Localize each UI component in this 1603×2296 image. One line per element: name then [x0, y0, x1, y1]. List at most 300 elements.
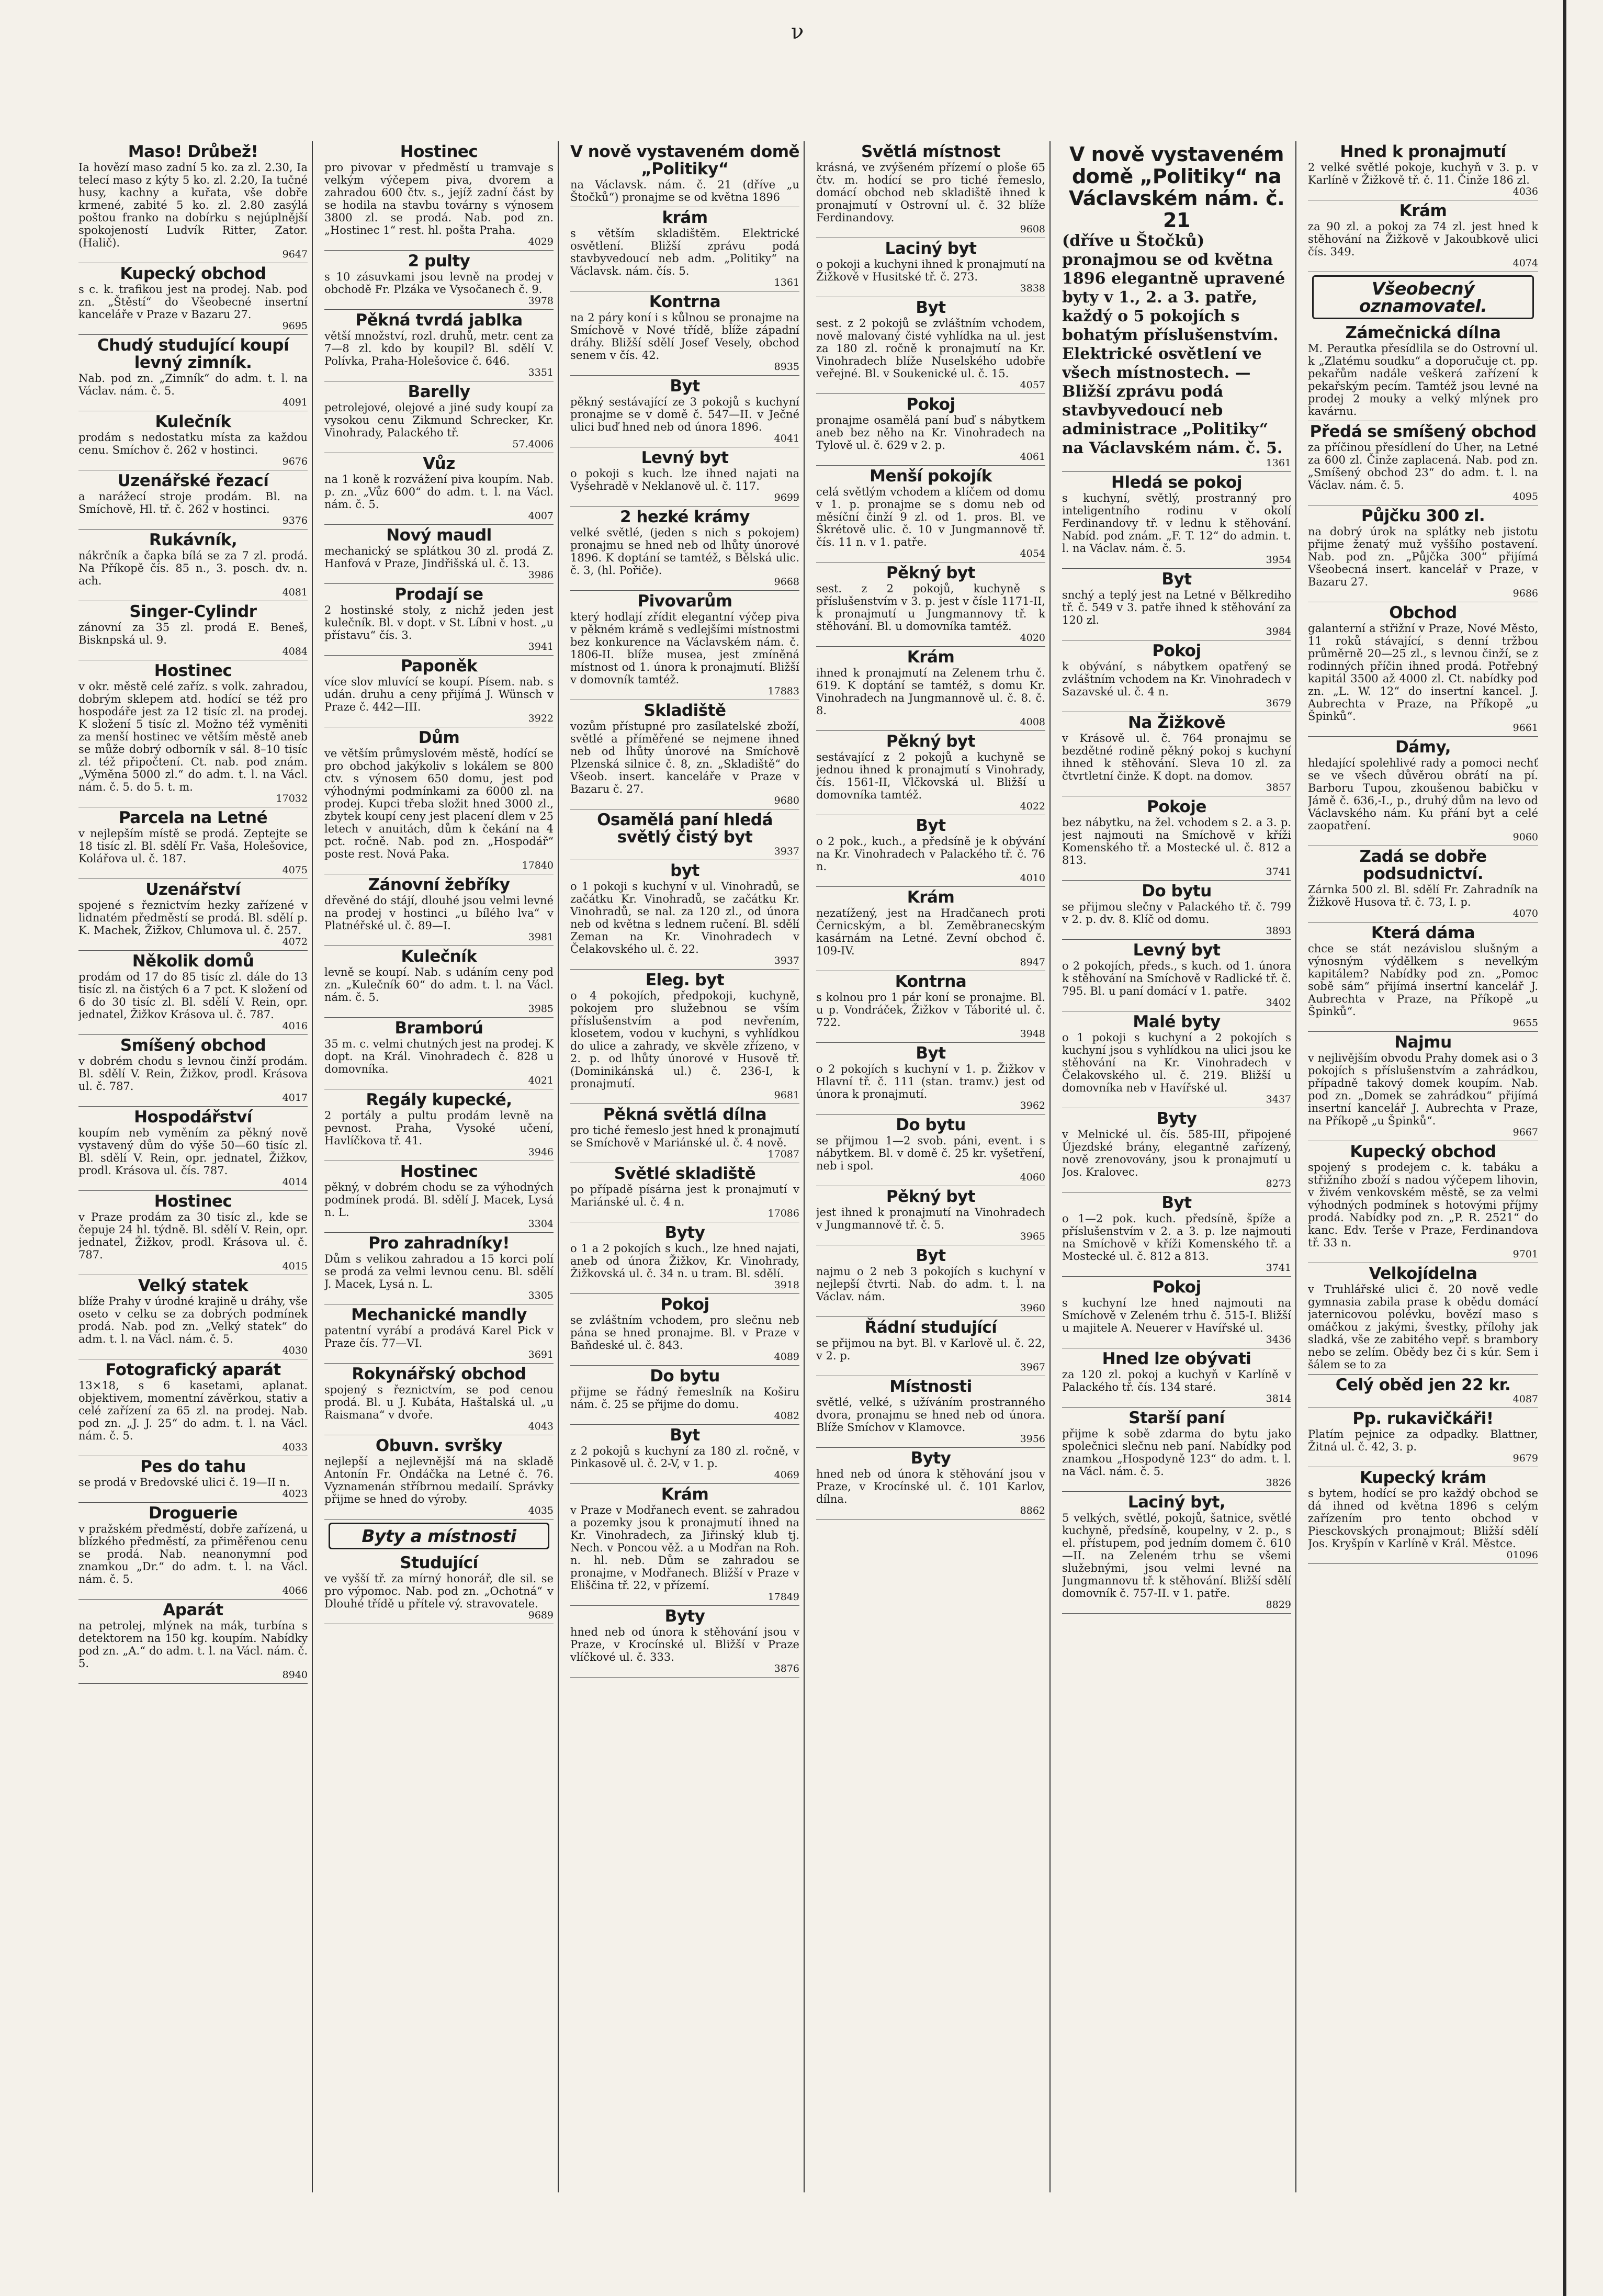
- ad-heading: Světlé skladiště: [614, 1164, 756, 1183]
- ad-heading: Chudý studující koupí levný zimník.: [97, 336, 289, 372]
- ad-heading: Studující: [400, 1554, 478, 1572]
- ad-text: hned neb od února k stěhování jsou v Praze, v Krocínské ul. Bližší v Praze vlíčkové ul. č. 333.: [570, 1626, 799, 1663]
- ad-text: o 1 a 2 pokojích s kuch., lze hned najati, aneb od února Žižkov, Kr. Vinohrady, Žižkovská ul. č. 34 n. u tram. Bl. sdělí.: [570, 1242, 799, 1280]
- ad-heading: Několik domů: [132, 952, 254, 971]
- ad-number: 4043: [528, 1421, 554, 1432]
- classified-ad: [570, 141, 799, 207]
- ad-text: se prodá v Bredovské ulici č. 19—II n.: [78, 1476, 290, 1489]
- classified-ad: [324, 381, 554, 453]
- ad-text: snchý a teplý jest na Letné v Bělkrediho tř. č. 549 v 3. patře ihned k stěhování za 120 zl.: [1062, 589, 1291, 626]
- ad-heading: Pivovarům: [637, 592, 732, 611]
- classified-ad: [816, 1115, 1045, 1186]
- ad-number: 4069: [774, 1469, 799, 1481]
- classified-ad: [1308, 1141, 1538, 1263]
- classified-ad: [1312, 275, 1534, 319]
- ad-number: 8935: [774, 361, 799, 373]
- ad-heading: Která dáma: [1371, 924, 1475, 942]
- ad-heading: Barelly: [408, 382, 470, 401]
- classified-ad: [1308, 1375, 1538, 1408]
- ad-heading: krám: [662, 208, 708, 227]
- classified-ad: [816, 141, 1045, 238]
- ad-number: 3741: [1266, 1262, 1291, 1274]
- ad-text: nákrčník a čapka bílá se za 7 zl. prodá. Na Příkopě čís. 85 n., 3. posch. dv. n. ach.: [78, 549, 308, 587]
- ad-number: 4014: [282, 1176, 308, 1188]
- classified-ad: [570, 291, 799, 376]
- ad-heading: Malé byty: [1133, 1012, 1221, 1031]
- ad-text: Nab. pod zn. „Zimník“ do adm. t. l. na Václav. nám. č. 5.: [78, 372, 308, 397]
- ad-heading: Pes do tahu: [140, 1457, 246, 1476]
- ad-text: pronajme osamělá paní buď s nábytkem aneb bez něho na Kr. Vinohradech na Tylově ul. č. 629 v 2. p.: [816, 414, 1045, 452]
- ad-heading: Velkojídelna: [1369, 1264, 1477, 1283]
- classified-ad: [1062, 1108, 1291, 1192]
- ad-heading: Pěkný byt: [886, 1187, 976, 1206]
- ad-heading: Skladiště: [644, 701, 726, 720]
- classified-ad: [78, 1275, 308, 1359]
- ad-heading: Pěkná tvrdá jablka: [355, 311, 523, 330]
- ad-number: 4029: [528, 236, 554, 247]
- classified-ad: [570, 1222, 799, 1294]
- ad-heading: Všeobecný oznamovatel.: [1359, 278, 1487, 316]
- classified-ad: [1308, 322, 1538, 421]
- classified-ad: [78, 530, 308, 601]
- ad-text: na 2 páry koní i s kůlnou se pronajme na Smíchově v Nové třídě, blíže západní dráhy. Bližší sdělí Josef Vesely, obchod senem v čís. 42.: [570, 311, 799, 362]
- classified-ad: [570, 809, 799, 860]
- classified-ad: [570, 207, 799, 291]
- ad-heading: Celý oběd jen 22 kr.: [1335, 1376, 1511, 1394]
- top-mark: ν: [791, 20, 804, 44]
- ad-number: 3857: [1266, 782, 1291, 793]
- ad-text: k obývání, s nábytkem opatřený se zvláštním vchodem na Kr. Vinohradech v Sazavské ul. č. 4 n.: [1062, 660, 1291, 698]
- ad-number: 4061: [1020, 451, 1045, 463]
- ad-heading: V nově vystaveném domě „Politiky“: [570, 142, 800, 178]
- ad-heading: Vůz: [423, 454, 455, 473]
- ad-heading: Najmu: [1394, 1033, 1452, 1052]
- ad-text: v Melnické ul. čís. 585-III, připojené Újezdské brány, elegantně zařízený, nově zrenovovány, jsou k pronajmutí u Jos. Kralovec.: [1062, 1128, 1291, 1178]
- ad-text: spojené s řeznictvím hezky zařízené v lidnatém předměstí se prodá. Bl. sdělí p. K. Machek, Žižkov, Chlumova ul. č. 257.: [78, 899, 308, 937]
- classified-ad: [324, 525, 554, 584]
- ad-text: na dobrý úrok na splátky neb jistotu přijme ženatý muž vyššího postavení. Nab. pod zn. „Půjčka 300“ přijímá Všeobecná insert. kancelář v Praze, v Bazaru 27.: [1308, 525, 1538, 588]
- ad-text: zánovní za 35 zl. prodá E. Beneš, Bisknpská ul. 9.: [78, 621, 308, 646]
- ad-heading: Byt: [1161, 1194, 1192, 1212]
- ad-text: Dům s velikou zahradou a 15 korci polí se prodá za velmi levnou cenu. Bl. sdělí J. Macek, Lysá n. L.: [324, 1253, 554, 1290]
- ad-text: 35 m. c. velmi chutných jest na prodej. K dopt. na Král. Vinohradech č. 828 u domovníka.: [324, 1038, 554, 1075]
- classified-ad: [1062, 881, 1291, 940]
- ad-number: 8829: [1266, 1599, 1291, 1611]
- classified-ad: [816, 562, 1045, 647]
- classified-ad: [78, 411, 308, 470]
- ad-heading: Na Žižkově: [1127, 713, 1226, 732]
- ad-heading: Kulečník: [401, 947, 477, 966]
- ad-text: s kuchyní, světlý, prostranný pro inteligentního rodinu v okolí Ferdinandovy tř. v lednu k stěhování. Nabíd. pod znám. „F. T. 12“ do admin. t. l. na Václav. nám. č. 5.: [1062, 492, 1291, 555]
- classified-ad: [1062, 1011, 1291, 1108]
- ad-heading: Droguerie: [148, 1504, 238, 1523]
- ad-text: Ia hovězí maso zadní 5 ko. za zl. 2.30, Ia telecí maso z kýty 5 ko. zl. 2.20, Ia tučné husy, kachny a kuřata, vše dobře krmené, zabité 5 ko. zl. 2.80 zasýlá poštou franko na dobírku s nejúplnější spokojeností Ludvík Ritter, Zator. (Halič).: [78, 161, 308, 249]
- ad-heading: Do bytu: [1142, 882, 1212, 901]
- ad-number: 3814: [1266, 1393, 1291, 1404]
- ad-text: pěkný, v dobrém chodu se za výhodných podmínek prodá. Bl. sdělí J. Macek, Lysá n. L.: [324, 1181, 554, 1219]
- classified-ad: [570, 447, 799, 507]
- classified-ad: [1062, 1492, 1291, 1614]
- ad-heading: Zámečnická dílna: [1345, 323, 1501, 342]
- ad-number: 3948: [1020, 1028, 1045, 1040]
- ad-heading: Byt: [916, 298, 946, 317]
- ad-text: ve větším průmyslovém městě, hodící se pro obchod jakýkoliv s lokálem se 800 ctv. s výnosem 650 domu, jest pod výhodnými podmínkami za 6000 zl. na prodej. Kupci třeba složit hned 3000 zl., zbytek koupí ceny jest placení dlem v 25 letech v anuitách, dům k čekání na 4 pct. ročně. Nab. pod zn. „Hospodář“ poste rest. Nová Paka.: [324, 747, 554, 860]
- classified-ad: [570, 1425, 799, 1484]
- classified-ad: [816, 238, 1045, 297]
- ad-heading: Byty: [664, 1607, 705, 1626]
- ad-heading: Rokynářský obchod: [352, 1365, 526, 1383]
- classified-ad: [1308, 846, 1538, 922]
- ad-text: o pokoji s kuch. lze ihned najati na Vyšehradě v Neklanově ul. č. 117.: [570, 467, 799, 492]
- classified-ad: [816, 1317, 1045, 1376]
- ad-text: po případě písárna jest k pronajmutí v Mariánské ul. č. 4 n.: [570, 1183, 799, 1208]
- ad-number: 3937: [774, 846, 799, 857]
- ad-number: 3965: [1020, 1231, 1045, 1242]
- classified-ad: [570, 507, 799, 591]
- ad-heading: Půjčku 300 zl.: [1361, 507, 1485, 525]
- ad-heading: Byt: [916, 1246, 946, 1265]
- ad-text: na petrolej, mlýnek na mák, turbína s detektorem na 150 kg. koupím. Nabídky pod zn. „A.“ do adm. t. l. na Václ. nám. č. 5.: [78, 1619, 308, 1670]
- ad-heading: 2 hezké krámy: [620, 508, 750, 526]
- ad-text: ve vyšší tř. za mírný honorář, dle sil. se pro výpomoc. Nab. pod zn. „Ochotná“ v Dlouhé třídě u přítele vý. stravovatele.: [324, 1572, 554, 1610]
- ad-number: 4075: [282, 864, 308, 876]
- ad-number: 9661: [1512, 722, 1538, 734]
- classified-ad: [1062, 1192, 1291, 1277]
- ad-number: 17087: [767, 1149, 799, 1160]
- ad-heading: Kontrna: [649, 292, 721, 311]
- ad-text: přijme k sobě zdarma do bytu jako společnici slečnu neb paní. Nabídky pod znamkou „Hospodyně 123“ do adm. t. l. na Václ. nám. č. 5.: [1062, 1427, 1291, 1478]
- ad-heading: Do bytu: [896, 1116, 966, 1134]
- ad-number: 4041: [774, 433, 799, 444]
- ad-text: s kolnou pro 1 pár koní se pronajme. Bl. u p. Vondráček, Žižkov v Táborité ul. č. 722.: [816, 991, 1045, 1029]
- classified-ad: [78, 1035, 308, 1107]
- classified-ad: [78, 807, 308, 879]
- ad-heading: V nově vystaveném domě „Politiky“ na Václavském nám. č. 21: [1068, 143, 1285, 232]
- ad-number: 3937: [774, 955, 799, 966]
- ad-text: pro pivovar v předměstí u tramvaje s velkým výčepem piva, dvorem a zahradou 600 čtv. s., jejíž zadní část by se hodila na stavbu továrny s výnosem 3800 zl. se prodá. Nab. pod zn. „Hostinec 1“ rest. hl. pošta Praha.: [324, 161, 554, 237]
- ad-heading: Osamělá paní hledá světlý čistý byt: [597, 811, 773, 847]
- classified-ad: [570, 591, 799, 700]
- ad-text: ihned k pronajmutí na Zelenem trhu č. 619. K doptání se tamtéž, s domu Kr. Vinohradech na Jungmannově ul. č. 8. č. 8.: [816, 667, 1045, 717]
- ad-number: 4008: [1020, 716, 1045, 728]
- ad-text: nezatížený, jest na Hradčanech proti Černicským, a bl. Zeměbranecským kasárnám na Letné. Zevní obchod č. 109-IV.: [816, 907, 1045, 957]
- ad-heading: Byty: [664, 1223, 705, 1242]
- ad-text: Platím pejnice za odpadky. Blattner, Žitná ul. č. 42, 3. p.: [1308, 1428, 1538, 1453]
- ad-text: 2 hostinské stoly, z nichž jeden jest kulečník. Bl. v dopt. v St. Líbni v host. „u přístavu“ čís. 3.: [324, 604, 554, 641]
- ad-number: 9681: [774, 1089, 799, 1101]
- ad-text: sest. z 2 pokojů se zvláštním vchodem, nově malovaný čisté vyhlídka na ul. jest za 180 zl. ročně k pronajmutí na Kr. Vinohradech blíže Nuselského udobře veřejné. Bl. v Soukenické ul. č. 15.: [816, 317, 1045, 380]
- ad-number: 57.4006: [512, 438, 554, 450]
- ad-number: 4023: [282, 1488, 308, 1500]
- classified-ad: [816, 1245, 1045, 1317]
- ad-heading: 2 pulty: [408, 252, 470, 271]
- ad-text: o 4 pokojích, předpokoji, kuchyně, pokojem pro služebnou se vším příslušenstvím a pod nevřením, klosetem, vodou v kuchyni, s vyhlídkou do ulice a zahrady, ve skvěle zřízeno, v 2. p. od lhůty únorové v Husově tř. (Dominikánská ul.) č. 236-I, k pronajmutí.: [570, 989, 799, 1090]
- ad-number: 3918: [774, 1279, 799, 1291]
- classified-ad: [816, 466, 1045, 562]
- ad-number: 9699: [774, 492, 799, 503]
- ad-number: 9689: [528, 1610, 554, 1621]
- ad-heading: Krám: [907, 888, 955, 907]
- ad-heading: Hospodářství: [134, 1108, 252, 1127]
- ad-heading: Smíšený obchod: [120, 1036, 266, 1055]
- classified-ad: [78, 1503, 308, 1600]
- ad-heading: Dům: [418, 728, 460, 747]
- ad-heading: Místnosti: [889, 1377, 972, 1396]
- ad-number: 4060: [1020, 1172, 1045, 1183]
- ad-number: 3679: [1266, 697, 1291, 709]
- ad-number: 4095: [1512, 491, 1538, 502]
- classified-ad: [1308, 1263, 1538, 1375]
- ad-text: sest. z 2 pokojů, kuchyně s příslušenstvím v 3. p. jest v čísle 1171-II, k pronajmutí u Jungmannovy tř. k stěhování. Bl. u domovníka tamtéž.: [816, 582, 1045, 633]
- ad-heading: Obchod: [1389, 603, 1457, 622]
- ad-heading: Menší pokojík: [870, 467, 992, 486]
- classified-ad: [324, 1161, 554, 1233]
- ad-number: 9647: [282, 249, 308, 260]
- ad-number: 4016: [282, 1020, 308, 1032]
- ad-number: 8273: [1266, 1178, 1291, 1189]
- ad-number: 4074: [1512, 257, 1538, 269]
- ad-number: 9679: [1512, 1453, 1538, 1464]
- ad-heading: Velký statek: [138, 1276, 249, 1295]
- ad-heading: Dámy,: [1395, 738, 1451, 757]
- ad-heading: Aparát: [163, 1601, 223, 1619]
- ad-number: 4089: [774, 1351, 799, 1363]
- ad-text: v Praze prodám za 30 tisíc zl., kde se čepuje 24 hl. týdně. Bl. sdělí V. Rein, opr. jednatel, Žižkov, prodl. Krásova ul. č. 787.: [78, 1211, 308, 1261]
- ad-number: 9680: [774, 795, 799, 806]
- ad-number: 9701: [1512, 1248, 1538, 1260]
- ad-number: 9695: [282, 320, 308, 332]
- classified-ad: [1308, 141, 1538, 200]
- ad-text: blíže Prahy v úrodné krajině u dráhy, vše oseto v celku se za dobrých podmínek prodá. Nab. pod zn. „Velký statek“ do adm. t. l. na Václ. nám. č. 5.: [78, 1295, 308, 1345]
- classified-ad: [816, 1448, 1045, 1520]
- classified-ad: [816, 1376, 1045, 1448]
- classified-ad: [78, 1107, 308, 1191]
- ad-number: 3941: [528, 641, 554, 652]
- ad-text: vozům přístupné pro zasílatelské zboží, světlé a příměřené se nejmene ihned neb od lhůty únorové na Smíchově Plzenská silnice č. 8, zn. „Skladiště“ do Všeob. insert. kanceláře v Praze v Bazaru č. 27.: [570, 720, 799, 795]
- ad-number: 4066: [282, 1585, 308, 1596]
- ad-number: 9376: [282, 515, 308, 526]
- ad-number: 4036: [1512, 186, 1538, 197]
- ad-text: o 2 pok., kuch., a předsíně je k obývání na Kr. Vinohradech v Palackého tř. č. 76 n.: [816, 835, 1045, 873]
- classified-ad: [816, 971, 1045, 1043]
- ad-number: 3956: [1020, 1433, 1045, 1445]
- classified-ad: [1308, 505, 1538, 602]
- classified-ad: [324, 1233, 554, 1304]
- ad-heading: Eleg. byt: [645, 971, 725, 989]
- ad-number: 9667: [1512, 1127, 1538, 1138]
- classified-ad: [324, 1435, 554, 1520]
- ad-heading: Obuvn. svršky: [375, 1436, 503, 1455]
- ad-heading: Krám: [1399, 201, 1447, 220]
- classified-ad: [570, 970, 799, 1104]
- classified-ad: [1308, 421, 1538, 505]
- classified-ad: [324, 1364, 554, 1435]
- ad-number: 3876: [774, 1663, 799, 1674]
- ad-heading: Byty a místnosti: [362, 1526, 516, 1546]
- ad-text: spojený s řeznictvím, se pod cenou prodá. Bl. u J. Kubáta, Haštalská ul. „u Raismana“ v dvoře.: [324, 1383, 554, 1421]
- classified-ad: [324, 453, 554, 525]
- ad-heading: Prodají se: [394, 585, 483, 604]
- ad-number: 9668: [774, 576, 799, 588]
- ad-heading: Hned k pronajmutí: [1340, 142, 1506, 161]
- ad-heading: Kupecký obchod: [120, 264, 266, 283]
- ad-text: Zárnka 500 zl. Bl. sdělí Fr. Zahradník na Žižkově Husova tř. č. 73, I. p.: [1308, 883, 1538, 908]
- ad-text: na 1 koně k rozvážení piva koupím. Nab. p. zn. „Vůz 600“ do adm. t. l. na Václ. nám. č. 5.: [324, 473, 554, 511]
- ad-text: za 120 zl. pokoj a kuchyň v Karlíně v Palackého tř. čís. 134 staré.: [1062, 1368, 1291, 1393]
- ad-text: s kuchyní lze hned najmouti na Smíchově v Zeleném trhu č. 515-I. Bližší u majitele A. Neuerer v Havířské ul.: [1062, 1297, 1291, 1334]
- right-edge-rule: [1563, 0, 1566, 2296]
- ad-heading: Pokoj: [906, 395, 955, 414]
- ad-number: 8947: [1020, 956, 1045, 968]
- classified-ad: [324, 1304, 554, 1364]
- ad-number: 4020: [1020, 632, 1045, 644]
- classified-ad: [570, 376, 799, 447]
- ad-text: s větším skladištěm. Elektrické osvětlení. Bližší zprávu podá stavbyvedoucí neb adm. „Politiky“ na Václavsk. nám. čís. 5.: [570, 227, 799, 277]
- ad-heading: Řádní studující: [864, 1318, 997, 1337]
- classified-ad: [78, 1600, 308, 1684]
- ad-number: 3922: [528, 713, 554, 724]
- classified-ad: [324, 584, 554, 656]
- classified-ad: [78, 601, 308, 660]
- classified-ad: [78, 470, 308, 530]
- classified-ad: [1062, 141, 1291, 472]
- ad-heading: Maso! Drůbež!: [128, 142, 258, 161]
- column-5: [1062, 141, 1296, 2192]
- ad-number: 3946: [528, 1146, 554, 1158]
- classified-ad: [78, 141, 308, 263]
- column-3: [570, 141, 805, 2192]
- ad-heading: Byty: [1156, 1109, 1197, 1128]
- ad-heading: Kupecký obchod: [1350, 1142, 1496, 1161]
- ad-text: o 2 pokojích, předs., s kuch. od 1. února k stěhování na Smíchově v Radlické tř. č. 795. Bl. u paní domácí v 1. patře.: [1062, 960, 1291, 997]
- ad-number: 9655: [1512, 1017, 1538, 1029]
- ad-heading: Hostinec: [154, 661, 232, 680]
- ad-number: 8862: [1020, 1505, 1045, 1516]
- ad-number: 17840: [522, 860, 554, 871]
- ad-number: 3986: [528, 569, 554, 581]
- ad-text: o 1 pokoji s kuchyní v ul. Vinohradů, se začátku Kr. Vinohradů, se začátku Kr. Vinohradů, se nal. za 120 zl., od února neb od května s lednem ručení. Bl. sdělí Zeman na Kr. Vinohradech v Čelakovského ul. č. 22.: [570, 880, 799, 955]
- ad-heading: Hostinec: [154, 1192, 232, 1211]
- ad-number: 01096: [1506, 1549, 1538, 1561]
- classified-ad: [816, 731, 1045, 815]
- ad-text: v pražském předměstí, dobře zařízená, u blízkého předměstí, za přiměřenou cenu se prodá. Nab. neanonymní pod znamkou „Dr.“ do adm. t. l. na Václ. nám. č. 5.: [78, 1523, 308, 1585]
- ad-text: v Krásově ul. č. 764 pronajmu se bezdětné rodině pěkný pokoj s kuchyní ihned k stěhování. Sleva 10 zl. za čtvrtletní činže. K dopt. na domov.: [1062, 732, 1291, 782]
- ad-number: 4010: [1020, 872, 1045, 884]
- ad-text: se přijmou slečny v Palackého tř. č. 799 v 2. p. dv. 8. Klíč od domu.: [1062, 901, 1291, 926]
- ad-text: nejlepší a nejlevnější má na skladě Antonín Fr. Ondáčka na Letné č. 76. Vyznamenán stříbrnou medailí. Správky přijme se hned do výroby.: [324, 1455, 554, 1505]
- ad-number: 4082: [774, 1410, 799, 1422]
- ad-number: 4035: [528, 1505, 554, 1516]
- classified-ad: [1062, 1408, 1291, 1492]
- ad-text: v okr. městě celé zaříz. s volk. zahradou, dobrým sklepem atd. hodící se též pro hospodáře jest za 12 tisíc zl. na prodej. K složení 5 tisíc zl. Možno též vyměniti za menší hostinec ve větším městě aneb se může dobrý odborník v sál. 8–10 tisíc zl. též připočtení. Ct. nab. pod znám. „Výměna 5000 zl.“ do adm. t. l. na Václ. nám. č. 5. do 5. t. m.: [78, 680, 308, 793]
- ad-heading: byt: [670, 861, 699, 880]
- classified-ad: [816, 394, 1045, 466]
- ad-heading: Pp. rukavičkáři!: [1352, 1409, 1494, 1428]
- ad-text: koupím neb vyměním za pěkný nově vystavený dům do výše 50—60 tisíc zl. Bl. sdělí V. Rein, opr. jednatel, Žižkov, prodl. Krásova ul. čís. 787.: [78, 1127, 308, 1177]
- ad-number: 3984: [1266, 626, 1291, 637]
- ad-text: na Václavsk. nám. č. 21 (dříve „u Štočků“) pronajme se od května 1896: [570, 178, 799, 204]
- classified-ad: [324, 656, 554, 727]
- ad-number: 4022: [1020, 801, 1045, 812]
- column-2: [324, 141, 559, 2192]
- ad-heading: Pěkný byt: [886, 564, 976, 582]
- ad-text: který hodlají zřídit elegantní výčep piva v pěkném krámě s vedlejšími místnostmi bez konkurence na Václavském nám. č. 1806-II. blíže musea, jest zmíněná místnost od 1. února k pronajmutí. Bližší v domovník tamtéž.: [570, 611, 799, 686]
- classified-ad: [1062, 940, 1291, 1011]
- classified-ad: [1308, 737, 1538, 846]
- ad-heading: Kupecký krám: [1360, 1468, 1486, 1487]
- ad-text: pěkný sestávající ze 3 pokojů s kuchyní pronajme se v domě č. 547—II. v Ječné ulici buď hned neb od února 1896.: [570, 396, 799, 433]
- ad-text: petrolejové, olejové a jiné sudy koupí za vysokou cenu Zikmund Schrecker, Kr. Vinohrady, Palackého tř.: [324, 401, 554, 439]
- ad-text: hned neb od února k stěhování jsou v Praze, v Krocínské ul. č. 101 Karlov, dílna.: [816, 1468, 1045, 1505]
- ad-text: za 90 zl. a pokoj za 74 zl. jest hned k stěhování na Žižkově v Jakoubkově ulici čís. 349.: [1308, 220, 1538, 258]
- ad-number: 3437: [1266, 1094, 1291, 1105]
- ad-heading: Pěkný byt: [886, 732, 976, 751]
- ad-heading: Zánovní žebříky: [368, 875, 510, 894]
- ad-text: spojený s prodejem c. k. tabáku a střižního zboží s nadou výčepem lihovin, v živém venkovském městě, se za velmi výhodných podmínek s hotovými příjmy prodá. Nabídky pod zn. „P. R. 2521“ do kanc. Edv. Terše v Praze, Ferdinandova tř. 33 n.: [1308, 1161, 1538, 1249]
- ad-text: jest ihned k pronajmutí na Vinohradech v Jungmannově tř. č. 5.: [816, 1206, 1045, 1231]
- ad-number: 4084: [282, 646, 308, 657]
- classified-ad: [324, 141, 554, 251]
- ad-text: galanterní a střižní v Praze, Nové Město, 11 roků stávající, s denní tržbou průměrně 20—25 zl., s levnou činží, se z rodinných příčin ihned prodá. Potřebný kapitál 3500 až 4000 zl. Ct. nabídky pod zn. „L. W. 12“ do insertní kancel. J. Aubrechta v Praze, na Příkopě „u Špinků“.: [1308, 622, 1538, 723]
- classified-ad: [570, 1294, 799, 1366]
- ad-text: patentní vyrábí a prodává Karel Pick v Praze čís. 77—VI.: [324, 1324, 554, 1349]
- classified-ad: [570, 700, 799, 809]
- ad-number: 9608: [1020, 223, 1045, 235]
- classified-ad: [1308, 1408, 1538, 1467]
- ad-heading: Hledá se pokoj: [1111, 473, 1242, 492]
- ad-heading: Předá se smíšený obchod: [1310, 422, 1537, 441]
- classified-ad: [78, 660, 308, 807]
- ad-text: sestávající z 2 pokojů a kuchyně se jednou ihned k pronajmutí s Vinohrady, čís. 1561-II, Vlčkovská ul. Bližší u domovníka tamtéž.: [816, 751, 1045, 801]
- ad-heading: Singer-Cylindr: [129, 602, 257, 621]
- ad-heading: Uzenářské řezací: [117, 471, 269, 490]
- classified-ad: [570, 1606, 799, 1678]
- ad-number: 9060: [1512, 831, 1538, 843]
- ad-heading: Hned lze obývati: [1102, 1349, 1251, 1368]
- ad-number: 3305: [528, 1290, 554, 1301]
- ad-number: 4070: [1512, 908, 1538, 919]
- ad-heading: Paponěk: [400, 657, 478, 676]
- classified-ad: [816, 1043, 1045, 1115]
- ad-heading: Pokoje: [1147, 797, 1206, 816]
- ad-heading: Parcela na Letné: [118, 808, 268, 827]
- ad-text: celá světlým vchodem a klíčem od domu v 1. p. pronajme se s domu neb od měsíční činží 9 zl. od 1. pros. Bl. ve Škrétově ulic. č. 10 v Jungmannově tř. čís. 11 n. v 1. patře.: [816, 486, 1045, 548]
- ad-heading: Bramború: [394, 1019, 483, 1038]
- ad-text: větší množství, rozl. druhů, metr. cent za 7—8 zl. kdo by koupil? Bl. sdělí V. Polívka, Praha-Holešovice č. 646.: [324, 330, 554, 367]
- ad-heading: Byt: [670, 1426, 700, 1445]
- ad-number: 3960: [1020, 1302, 1045, 1314]
- ad-heading: Rukávník,: [149, 531, 238, 549]
- ad-text: 13×18, s 6 kasetami, aplanat. objektivem, momentní závěrkou, stativ a celé zařízení za 65 zl. na prodej. Nab. pod zn. „J. J. 25“ do adm. t. l. na Václ. nám. č. 5.: [78, 1379, 308, 1442]
- ad-number: 4033: [282, 1442, 308, 1453]
- classified-ad: [1308, 922, 1538, 1032]
- ad-heading: Pro zahradníky!: [368, 1234, 510, 1253]
- classified-ad: [1062, 1277, 1291, 1348]
- ad-heading: Kulečník: [155, 412, 231, 431]
- ad-text: v Praze v Modřanech event. se zahradou a pozemky jsou k pronajmutí ihned na Kr. Vinohradech, za Jiřinský klub tj. Nech. v Poncou věž. a u Modřan na Roh. n. hl. neb. Dům se zahradou se pronajme, v Modřanech. Bližší v Praze v Eliščina tř. 22, v přízemí.: [570, 1504, 799, 1592]
- ad-number: 3402: [1266, 997, 1291, 1008]
- classified-ad: [816, 815, 1045, 887]
- ad-number: 4081: [282, 587, 308, 598]
- ad-number: 3741: [1266, 866, 1291, 877]
- ad-text: prodám od 17 do 85 tisíc zl. dále do 13 tisíc zl. na čistých 6 a 7 pct. K složení od 6 do 30 tisíc zl. Bl. sdělí V. Rein, opr. jednatel, Žižkov Krásova ul. č. 787.: [78, 971, 308, 1021]
- ad-heading: Hostinec: [400, 142, 478, 161]
- classified-ad: [324, 727, 554, 874]
- ad-text: 2 velké světlé pokoje, kuchyň v 3. p. v Karlíně v Žižkově tř. č. 11. Činže 186 zl.: [1308, 161, 1538, 186]
- ad-heading: Uzenářství: [145, 880, 241, 899]
- ad-number: 3962: [1020, 1100, 1045, 1111]
- ad-heading: Pokoj: [1152, 641, 1201, 660]
